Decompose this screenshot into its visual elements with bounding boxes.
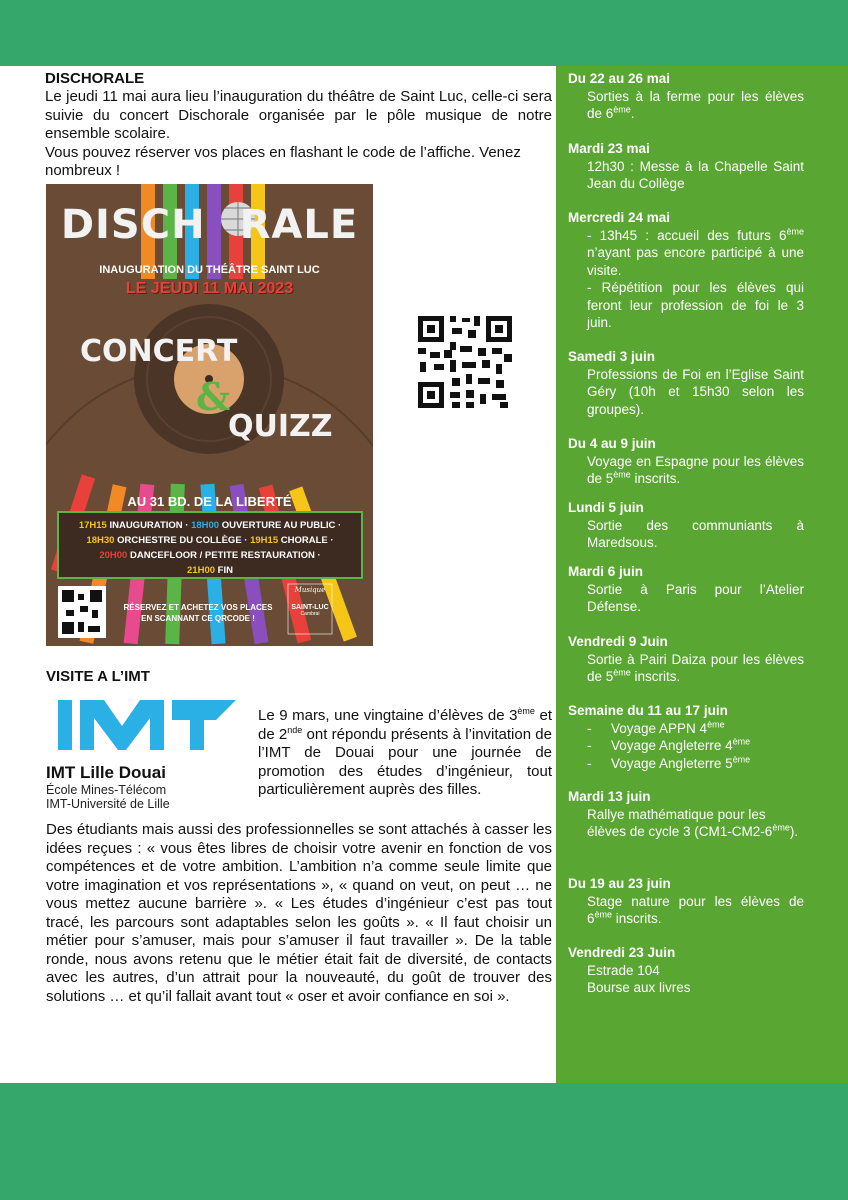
poster-date: LE JEUDI 11 MAI 2023 [125, 280, 294, 297]
agenda-entry: Semaine du 11 au 17 juin - Voyage APPN 4ème - Voyage Angleterre 4ème - Voyage Angleterre 5ème [568, 703, 751, 771]
agenda-entry: Du 4 au 9 juin Voyage en Espagne pour les élèves de 5ème inscrits. [568, 436, 804, 486]
agenda-entry: Lundi 5 juin Sortie des communiants à Maredsous. [568, 500, 804, 550]
dischorale-heading: DISCHORALE [45, 70, 145, 87]
top-banner [0, 0, 848, 66]
agenda-entry: Du 22 au 26 mai Sorties à la ferme pour les élèves de 6ème. [568, 71, 804, 121]
imt-heading: VISITE A L’IMT [46, 668, 150, 685]
imt-logo-shapes [46, 700, 236, 752]
agenda-entry: Samedi 3 juin Professions de Foi en l’Eglise Saint Géry (10h et 15h30 selon les groupes). [568, 349, 804, 417]
main-column [45, 70, 552, 181]
imt-logo-sub1: École Mines-Télécom [46, 783, 167, 797]
poster-concert: CONCERT [80, 334, 238, 369]
agenda-entry: Mardi 6 juin Sortie à Paris pour l’Atelier Défense. [568, 564, 804, 614]
agenda-entry: Vendredi 9 Juin Sortie à Pairi Daiza pour les élèves de 5ème inscrits. [568, 634, 804, 684]
dischorale-poster [46, 184, 373, 646]
agenda-entry: Mardi 13 juin Rallye mathématique pour les élèves de cycle 3 (CM1-CM2-6ème). [568, 789, 799, 839]
dischorale-paragraph: Le jeudi 11 mai aura lieu l’inauguration du théâtre de Saint Luc, celle-ci sera suivie du concert Dischorale organisée par le pôle musique de notre ensemble scolaire. [45, 88, 552, 142]
schedule-line-1: 17H15 INAUGURATION · 18H00 OUVERTURE AU PUBLIC · [78, 520, 342, 531]
poster-quizz: QUIZZ [228, 409, 333, 444]
poster-address: AU 31 BD. DE LA LIBERTÉ [127, 494, 292, 509]
poster-title: DISCH RALE [60, 202, 359, 248]
imt-logo-name: IMT Lille Douai [46, 763, 166, 782]
imt-logo-sub2: IMT-Université de Lille [46, 797, 170, 811]
imt-body: Des étudiants mais aussi des professionnelles se sont attachés à casser les idées reçues : « vous êtes libres de choisir votre avenir en fonction de vos compétences et de votre ambition. L’ambition n’a comme seule limite que votre imagination et vos représentations », « quand on veut, on peut … ne vous mettez aucune barrière ». « Les études d’ingénieur c’est pas tout tracé, les parcours sont adaptables selon les goûts ». « Il faut choisir un métier pour s’amuser, mais pour s’amuser il faut travailler ». De la table ronde, nous avons retenu que le métier était fait de diversité, de contacts avec les autres, d’un attrait pour la nouveauté, du goût de trouver des solutions … et qu’il fallait avant tout « oser et avoir confiance en soi ». [46, 821, 552, 1005]
poster-subtitle: INAUGURATION DU THÉÂTRE SAINT LUC [99, 264, 320, 276]
poster-ampersand: & [196, 374, 231, 419]
schedule-line-3: 20H00 DANCEFLOOR / PETITE RESTAURATION · [99, 550, 321, 561]
dischorale-reserve-text: Vous pouvez réserver vos places en flashant le code de l’affiche. Venez nombreux ! [45, 143, 521, 179]
poster-saintluc-logo: Musique SAINT-LUC Cambrai [291, 586, 329, 617]
qr-code[interactable] [408, 298, 518, 423]
schedule-line-2: 18H30 ORCHESTRE DU COLLÈGE · 19H15 CHORALE · [86, 535, 334, 546]
agenda-entry: Mardi 23 mai 12h30 : Messe à la Chapelle Saint Jean du Collège [568, 141, 804, 191]
imt-logo [46, 700, 246, 810]
bottom-banner [0, 1083, 848, 1200]
schedule-line-4: 21H00 FIN [187, 565, 233, 576]
agenda-sidebar [556, 66, 848, 1083]
imt-intro: Le 9 mars, une vingtaine d’élèves de 3ème et de 2nde ont répondu présents à l’invitation de l’IMT de Douai pour une journée de promotion des études d’ingénieur, tout particulièrement auprès des filles. [258, 706, 552, 798]
agenda-entry: Du 19 au 23 juin Stage nature pour les élèves de 6ème inscrits. [568, 876, 804, 926]
poster-reserve-text: RÉSERVEZ ET ACHETEZ VOS PLACES EN SCANNANT CE QRCODE ! [123, 603, 273, 623]
qr-code-graphic [408, 298, 518, 423]
poster-schedule [60, 518, 360, 578]
agenda-entry: Vendredi 23 Juin Estrade 104 Bourse aux livres [568, 945, 691, 995]
agenda-entry: Mercredi 24 mai - 13h45 : accueil des futurs 6ème n’ayant pas encore participé à une visite. - Répétition pour les élèves qui feront leur profession de foi le 3 juin. [568, 210, 804, 330]
